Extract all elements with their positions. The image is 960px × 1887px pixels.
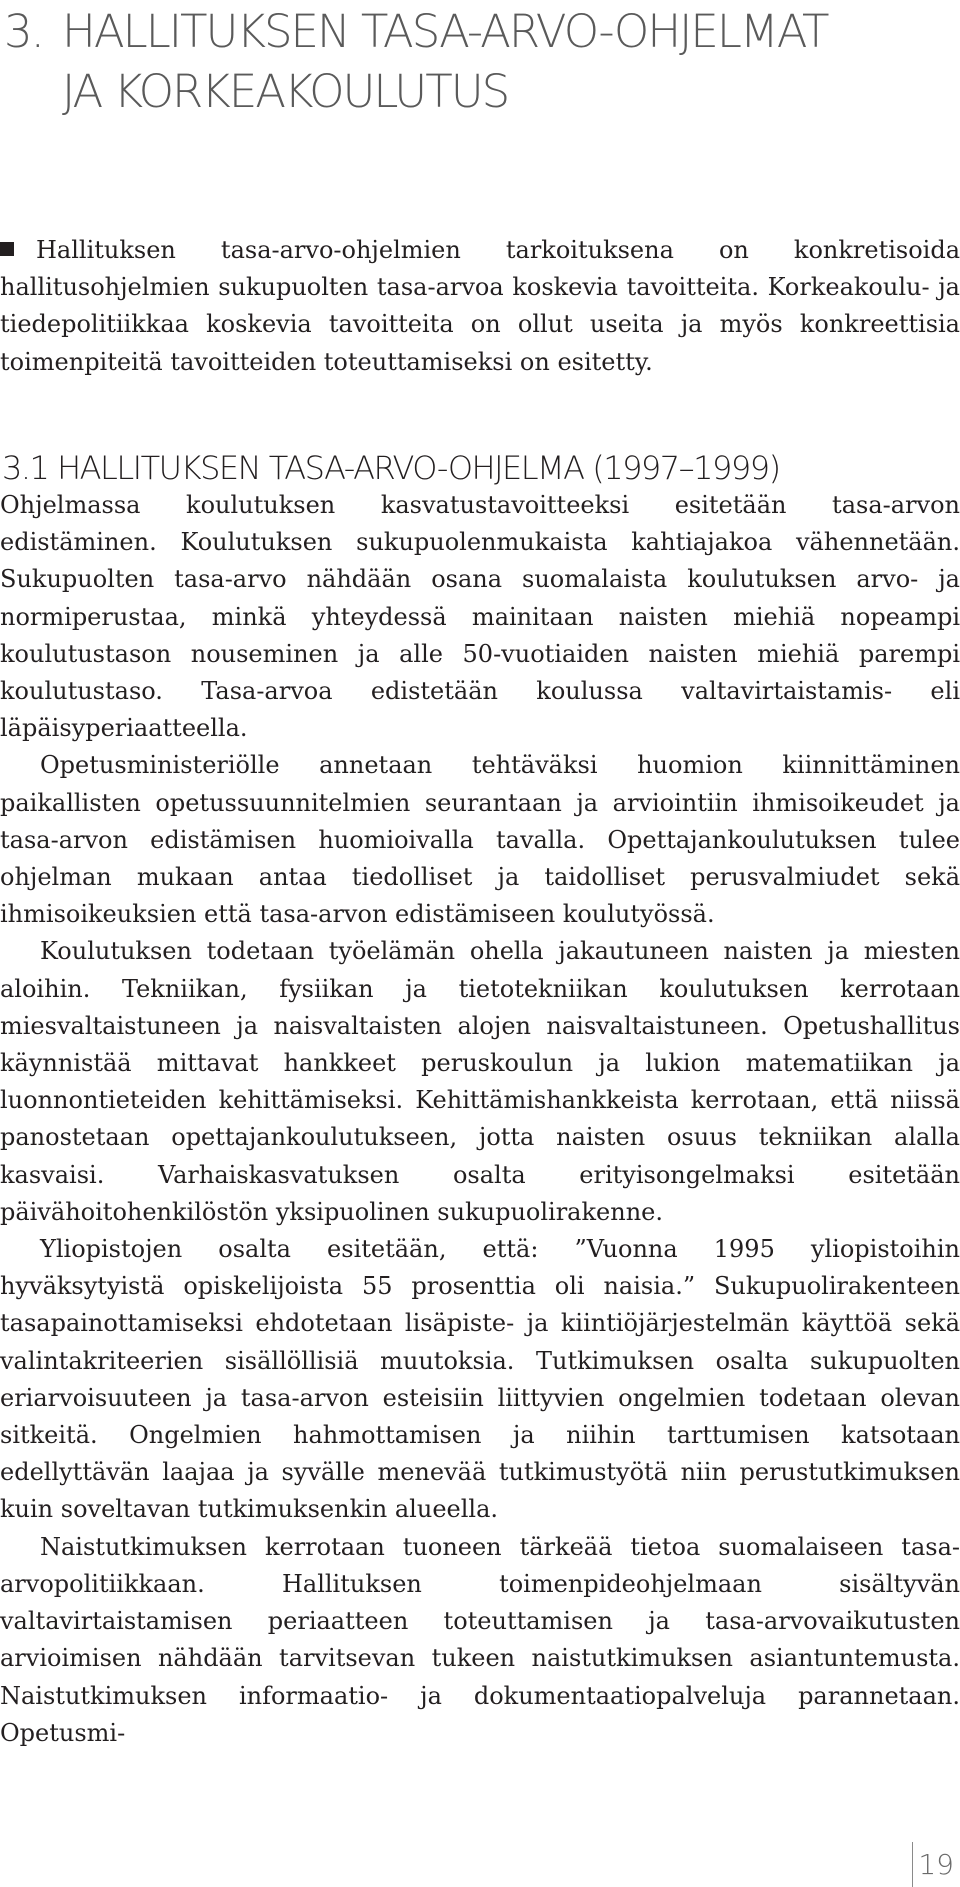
chapter-title-line-1: HALLITUKSEN TASA-ARVO-OHJELMAT <box>62 5 828 58</box>
chapter-title <box>4 2 828 122</box>
body-paragraph: Koulutuksen todetaan työelämän ohella jakautuneen naisten ja miesten aloihin. Tekniikan, fysiikan ja tietotekniikan koulutuksen kerrotaan miesvaltaistuneen ja naisvaltaisten alojen naisvaltaistuneen. Opetushallitus käynnistää mittavat hankkeet peruskoulun ja lukion matematiikan ja luonnontieteiden kehittämiseksi. Kehittämishankkeista kerrotaan, että niissä panostetaan opettajankoulutukseen, jotta naisten osuus tekniikan alalla kasvaisi. Varhaiskasvatuksen osalta erityisongelmaksi esitetään päivähoitohenkilöstön yksipuolinen sukupuolirakenne. <box>0 937 960 1226</box>
body-paragraph: Yliopistojen osalta esitetään, että: ”Vuonna 1995 yliopistoihin hyväksytyistä opiskelijoista 55 prosenttia oli naisia.” Sukupuolirakenteen tasapainottamiseksi ehdotetaan lisäpiste- ja kiintiöjärjestelmän käyttöä sekä valintakriteerien sisällöllisiä muutoksia. Tutkimuksen osalta sukupuolten eriarvoisuuteen ja tasa-arvon esteisiin liittyvien ongelmien todetaan olevan sitkeitä. Ongelmien hahmottamisen ja niihin tarttumisen katsotaan edellyttävän laajaa ja syvälle menevää tutkimustyötä niin perustutkimuksen kuin soveltavan tutkimuksenkin alueella. <box>0 1235 960 1524</box>
chapter-title-line-2: JA KORKEAKOULUTUS <box>62 65 509 118</box>
intro-paragraph <box>0 232 960 381</box>
page-number-rule <box>912 1842 913 1887</box>
square-bullet-icon <box>0 242 14 256</box>
page-number: 19 <box>918 1848 954 1881</box>
body-paragraph: Opetusministeriölle annetaan tehtäväksi huomion kiinnittäminen paikallisten opetussuunnitelmien seurantaan ja arviointiin ihmisoikeudet ja tasa-arvon edistämisen huomioivalla tavalla. Opettajankoulutuksen tulee ohjelman mukaan antaa tiedolliset ja taidolliset perusvalmiudet sekä ihmisoikeuksien että tasa-arvon edistämiseen koulutyössä. <box>0 751 960 929</box>
body-paragraph: Naistutkimuksen kerrotaan tuoneen tärkeää tietoa suomalaiseen tasa-arvopolitiikkaan. Hallituksen toimenpideohjelmaan sisältyvän valtavirtaistamisen periaatteen toteuttamisen ja tasa-arvovaikutusten arvioimisen nähdään tarvitsevan tukeen naistutkimuksen asiantuntemusta. Naistutkimuksen informaatio- ja dokumentaatiopalveluja parannetaan. Opetusmi- <box>0 1532 960 1747</box>
section-body <box>0 487 960 1752</box>
section-heading: 3.1 HALLITUKSEN TASA-ARVO-OHJELMA (1997–1999) <box>2 449 780 487</box>
chapter-number: 3. <box>4 5 43 58</box>
body-paragraph: Ohjelmassa koulutuksen kasvatustavoitteeksi esitetään tasa-arvon edistäminen. Koulutuksen sukupuolenmukaista kahtiajakoa vähennetään. Sukupuolten tasa-arvo nähdään osana suomalaista koulutuksen arvo- ja normiperustaa, minkä yhteydessä mainitaan naisten miehiä nopeampi koulutustason nouseminen ja alle 50-vuotiaiden naisten miehiä parempi koulutustaso. Tasa-arvoa edistetään koulussa valtavirtaistamis- eli läpäisyperiaatteella. <box>0 491 960 743</box>
intro-text: Hallituksen tasa-arvo-ohjelmien tarkoituksena on konkretisoida hallitusohjelmien sukupuolten tasa-arvoa koskevia tavoitteita. Korkeakoulu- ja tiedepolitiikkaa koskevia tavoitteita on ollut useita ja myös konkreettisia toimenpiteitä tavoitteiden toteuttamiseksi on esitetty. <box>0 236 960 376</box>
